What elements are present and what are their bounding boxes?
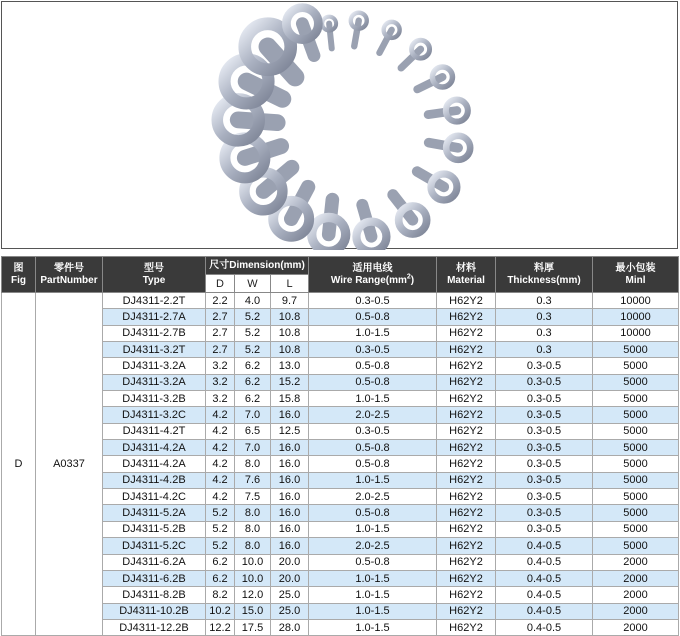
- min-pack-cell: 5000: [593, 342, 679, 358]
- dim-d-cell: 12.2: [206, 619, 235, 635]
- thickness-cell: 0.4-0.5: [496, 538, 593, 554]
- min-pack-cell: 10000: [593, 309, 679, 325]
- table-row: [2, 505, 679, 521]
- table-row: [2, 456, 679, 472]
- material-cell: H62Y2: [437, 325, 496, 341]
- table-row: [2, 325, 679, 341]
- dim-w-cell: 17.5: [235, 619, 271, 635]
- col-type: 型号 Type: [103, 257, 206, 293]
- wire-range-cell: 0.5-0.8: [309, 554, 437, 570]
- type-cell: DJ4311-3.2T: [103, 342, 206, 358]
- wire-range-cell: 0.5-0.8: [309, 440, 437, 456]
- table-row: [2, 538, 679, 554]
- table-row: [2, 570, 679, 586]
- table-row: [2, 440, 679, 456]
- material-cell: H62Y2: [437, 554, 496, 570]
- thickness-cell: 0.3-0.5: [496, 505, 593, 521]
- thickness-cell: 0.3: [496, 293, 593, 309]
- thickness-cell: 0.3-0.5: [496, 489, 593, 505]
- ring-terminal-icon: [351, 13, 367, 47]
- dim-l-cell: 20.0: [271, 554, 309, 570]
- type-cell: DJ4311-5.2A: [103, 505, 206, 521]
- type-cell: DJ4311-2.7A: [103, 309, 206, 325]
- thickness-cell: 0.4-0.5: [496, 554, 593, 570]
- ring-terminal-icon: [312, 200, 346, 250]
- thickness-cell: 0.3-0.5: [496, 521, 593, 537]
- table-row: [2, 374, 679, 390]
- dim-d-cell: 4.2: [206, 423, 235, 439]
- min-pack-cell: 2000: [593, 603, 679, 619]
- dim-d-cell: 2.2: [206, 293, 235, 309]
- thickness-cell: 0.4-0.5: [496, 570, 593, 586]
- product-photo: [1, 1, 678, 249]
- thickness-cell: 0.3: [496, 309, 593, 325]
- wire-range-cell: 2.0-2.5: [309, 489, 437, 505]
- material-cell: H62Y2: [437, 456, 496, 472]
- dim-w-cell: 6.5: [235, 423, 271, 439]
- wire-range-cell: 1.0-1.5: [309, 570, 437, 586]
- dim-d-cell: 3.2: [206, 391, 235, 407]
- dim-l-cell: 16.0: [271, 521, 309, 537]
- dim-l-cell: 28.0: [271, 619, 309, 635]
- material-cell: H62Y2: [437, 342, 496, 358]
- dim-w-cell: 5.2: [235, 325, 271, 341]
- material-cell: H62Y2: [437, 489, 496, 505]
- wire-range-cell: 1.0-1.5: [309, 391, 437, 407]
- min-pack-cell: 10000: [593, 293, 679, 309]
- min-pack-cell: 10000: [593, 325, 679, 341]
- type-cell: DJ4311-4.2A: [103, 456, 206, 472]
- dim-d-cell: 4.2: [206, 456, 235, 472]
- material-cell: H62Y2: [437, 570, 496, 586]
- table-row: [2, 603, 679, 619]
- table-row: [2, 521, 679, 537]
- dim-d-cell: 4.2: [206, 440, 235, 456]
- thickness-cell: 0.3: [496, 325, 593, 341]
- dim-l-cell: 16.0: [271, 489, 309, 505]
- thickness-cell: 0.3-0.5: [496, 440, 593, 456]
- dim-d-cell: 6.2: [206, 554, 235, 570]
- min-pack-cell: 5000: [593, 521, 679, 537]
- col-part-number: 零件号 PartNumber: [36, 257, 103, 293]
- spec-table: [1, 256, 679, 636]
- ring-terminal-icon: [379, 22, 399, 53]
- material-cell: H62Y2: [437, 619, 496, 635]
- table-row: [2, 358, 679, 374]
- wire-range-cell: 1.0-1.5: [309, 603, 437, 619]
- material-cell: H62Y2: [437, 505, 496, 521]
- dim-l-cell: 10.8: [271, 309, 309, 325]
- type-cell: DJ4311-2.7B: [103, 325, 206, 341]
- dim-d-cell: 8.2: [206, 587, 235, 603]
- dim-w-cell: 10.0: [235, 570, 271, 586]
- dim-l-cell: 16.0: [271, 505, 309, 521]
- table-row: [2, 619, 679, 635]
- dim-w-cell: 5.2: [235, 309, 271, 325]
- material-cell: H62Y2: [437, 538, 496, 554]
- ring-terminals-illustration: [2, 2, 679, 250]
- dim-l-cell: 10.8: [271, 342, 309, 358]
- table-row: [2, 554, 679, 570]
- dim-w-cell: 7.5: [235, 489, 271, 505]
- table-row: [2, 342, 679, 358]
- material-cell: H62Y2: [437, 521, 496, 537]
- dim-l-cell: 16.0: [271, 440, 309, 456]
- col-dimension: 尺寸Dimension(mm): [206, 257, 309, 275]
- wire-range-cell: 1.0-1.5: [309, 587, 437, 603]
- ring-terminal-icon: [417, 67, 452, 89]
- dim-w-cell: 8.0: [235, 505, 271, 521]
- dim-d-cell: 6.2: [206, 570, 235, 586]
- min-pack-cell: 5000: [593, 423, 679, 439]
- dim-d-cell: 3.2: [206, 358, 235, 374]
- wire-range-cell: 1.0-1.5: [309, 472, 437, 488]
- col-fig: 图 Fig: [2, 257, 36, 293]
- dim-l-cell: 16.0: [271, 538, 309, 554]
- fig-cell: D: [2, 293, 36, 636]
- thickness-cell: 0.3-0.5: [496, 407, 593, 423]
- dim-d-cell: 4.2: [206, 489, 235, 505]
- type-cell: DJ4311-4.2T: [103, 423, 206, 439]
- wire-range-cell: 0.5-0.8: [309, 309, 437, 325]
- ring-terminal-icon: [429, 136, 471, 160]
- material-cell: H62Y2: [437, 407, 496, 423]
- ring-terminal-icon: [401, 40, 429, 68]
- type-cell: DJ4311-5.2C: [103, 538, 206, 554]
- type-cell: DJ4311-6.2A: [103, 554, 206, 570]
- thickness-cell: 0.4-0.5: [496, 603, 593, 619]
- wire-range-cell: 0.5-0.8: [309, 374, 437, 390]
- dim-l-cell: 15.8: [271, 391, 309, 407]
- type-cell: DJ4311-3.2B: [103, 391, 206, 407]
- thickness-cell: 0.3-0.5: [496, 456, 593, 472]
- material-cell: H62Y2: [437, 309, 496, 325]
- thickness-cell: 0.4-0.5: [496, 619, 593, 635]
- type-cell: DJ4311-4.2C: [103, 489, 206, 505]
- wire-range-cell: 1.0-1.5: [309, 325, 437, 341]
- dim-l-cell: 13.0: [271, 358, 309, 374]
- dim-l-cell: 16.0: [271, 407, 309, 423]
- dim-w-cell: 7.0: [235, 440, 271, 456]
- wire-range-cell: 0.5-0.8: [309, 358, 437, 374]
- table-row: [2, 423, 679, 439]
- min-pack-cell: 2000: [593, 587, 679, 603]
- table-row: [2, 391, 679, 407]
- col-dim-w: W: [235, 275, 271, 293]
- col-dim-l: L: [271, 275, 309, 293]
- type-cell: DJ4311-2.2T: [103, 293, 206, 309]
- type-cell: DJ4311-8.2B: [103, 587, 206, 603]
- type-cell: DJ4311-4.2B: [103, 472, 206, 488]
- col-wire-range: 适用电线 Wire $Range(mm^2)$: [309, 257, 437, 293]
- min-pack-cell: 5000: [593, 358, 679, 374]
- table-row: [2, 587, 679, 603]
- dim-w-cell: 10.0: [235, 554, 271, 570]
- wire-range-cell: 0.3-0.5: [309, 293, 437, 309]
- material-cell: H62Y2: [437, 293, 496, 309]
- dim-l-cell: 25.0: [271, 587, 309, 603]
- min-pack-cell: 5000: [593, 374, 679, 390]
- dim-d-cell: 5.2: [206, 538, 235, 554]
- ring-terminal-icon: [356, 205, 386, 250]
- type-cell: DJ4311-3.2A: [103, 374, 206, 390]
- dim-d-cell: 4.2: [206, 407, 235, 423]
- dim-l-cell: 10.8: [271, 325, 309, 341]
- dim-d-cell: 4.2: [206, 472, 235, 488]
- material-cell: H62Y2: [437, 587, 496, 603]
- table-row: [2, 293, 679, 309]
- min-pack-cell: 5000: [593, 391, 679, 407]
- wire-range-cell: 1.0-1.5: [309, 619, 437, 635]
- dim-l-cell: 16.0: [271, 456, 309, 472]
- dim-w-cell: 5.2: [235, 342, 271, 358]
- type-cell: DJ4311-10.2B: [103, 603, 206, 619]
- dim-d-cell: 5.2: [206, 505, 235, 521]
- thickness-cell: 0.3-0.5: [496, 423, 593, 439]
- wire-range-cell: 0.3-0.5: [309, 423, 437, 439]
- min-pack-cell: 5000: [593, 472, 679, 488]
- min-pack-cell: 5000: [593, 407, 679, 423]
- dim-l-cell: 25.0: [271, 603, 309, 619]
- min-pack-cell: 5000: [593, 489, 679, 505]
- material-cell: H62Y2: [437, 603, 496, 619]
- type-cell: DJ4311-6.2B: [103, 570, 206, 586]
- min-pack-cell: 5000: [593, 538, 679, 554]
- table-row: [2, 472, 679, 488]
- wire-range-cell: 2.0-2.5: [309, 407, 437, 423]
- wire-range-cell: 0.3-0.5: [309, 342, 437, 358]
- col-material: 材料 Material: [437, 257, 496, 293]
- min-pack-cell: 2000: [593, 619, 679, 635]
- thickness-cell: 0.3-0.5: [496, 391, 593, 407]
- thickness-cell: 0.3-0.5: [496, 374, 593, 390]
- col-thickness: 料厚 Thickness(mm): [496, 257, 593, 293]
- type-cell: DJ4311-12.2B: [103, 619, 206, 635]
- dim-d-cell: 2.7: [206, 325, 235, 341]
- ring-terminal-icon: [428, 100, 468, 122]
- part-number-cell: A0337: [36, 293, 103, 636]
- type-cell: DJ4311-5.2B: [103, 521, 206, 537]
- min-pack-cell: 5000: [593, 505, 679, 521]
- type-cell: DJ4311-3.2C: [103, 407, 206, 423]
- thickness-cell: 0.3: [496, 342, 593, 358]
- col-dim-d: D: [206, 275, 235, 293]
- col-min-pack: 最小包装 Minl: [593, 257, 679, 293]
- material-cell: H62Y2: [437, 423, 496, 439]
- ring-terminal-icon: [322, 17, 336, 49]
- material-cell: H62Y2: [437, 472, 496, 488]
- dim-w-cell: 7.0: [235, 407, 271, 423]
- dim-w-cell: 7.6: [235, 472, 271, 488]
- material-cell: H62Y2: [437, 374, 496, 390]
- ring-terminal-icon: [393, 195, 427, 234]
- thickness-cell: 0.3-0.5: [496, 472, 593, 488]
- thickness-cell: 0.3-0.5: [496, 358, 593, 374]
- min-pack-cell: 2000: [593, 554, 679, 570]
- dim-l-cell: 16.0: [271, 472, 309, 488]
- material-cell: H62Y2: [437, 440, 496, 456]
- type-cell: DJ4311-3.2A: [103, 358, 206, 374]
- dim-d-cell: 2.7: [206, 342, 235, 358]
- min-pack-cell: 5000: [593, 440, 679, 456]
- min-pack-cell: 5000: [593, 456, 679, 472]
- wire-range-cell: 2.0-2.5: [309, 538, 437, 554]
- table-row: [2, 489, 679, 505]
- wire-range-cell: 1.0-1.5: [309, 521, 437, 537]
- min-pack-cell: 2000: [593, 570, 679, 586]
- dim-w-cell: 12.0: [235, 587, 271, 603]
- dim-d-cell: 5.2: [206, 521, 235, 537]
- ring-terminal-icon: [417, 172, 457, 201]
- dim-w-cell: 8.0: [235, 521, 271, 537]
- dim-w-cell: 4.0: [235, 293, 271, 309]
- dim-w-cell: 6.2: [235, 374, 271, 390]
- dim-w-cell: 8.0: [235, 538, 271, 554]
- thickness-cell: 0.4-0.5: [496, 587, 593, 603]
- table-row: [2, 407, 679, 423]
- table-row: [2, 309, 679, 325]
- wire-range-cell: 0.5-0.8: [309, 456, 437, 472]
- dim-w-cell: 8.0: [235, 456, 271, 472]
- dim-w-cell: 6.2: [235, 358, 271, 374]
- dim-l-cell: 15.2: [271, 374, 309, 390]
- dim-l-cell: 12.5: [271, 423, 309, 439]
- wire-range-cell: 0.5-0.8: [309, 505, 437, 521]
- dim-l-cell: 20.0: [271, 570, 309, 586]
- dim-l-cell: 9.7: [271, 293, 309, 309]
- dim-d-cell: 10.2: [206, 603, 235, 619]
- dim-d-cell: 3.2: [206, 374, 235, 390]
- material-cell: H62Y2: [437, 358, 496, 374]
- dim-w-cell: 6.2: [235, 391, 271, 407]
- material-cell: H62Y2: [437, 391, 496, 407]
- dim-d-cell: 2.7: [206, 309, 235, 325]
- type-cell: DJ4311-4.2A: [103, 440, 206, 456]
- dim-w-cell: 15.0: [235, 603, 271, 619]
